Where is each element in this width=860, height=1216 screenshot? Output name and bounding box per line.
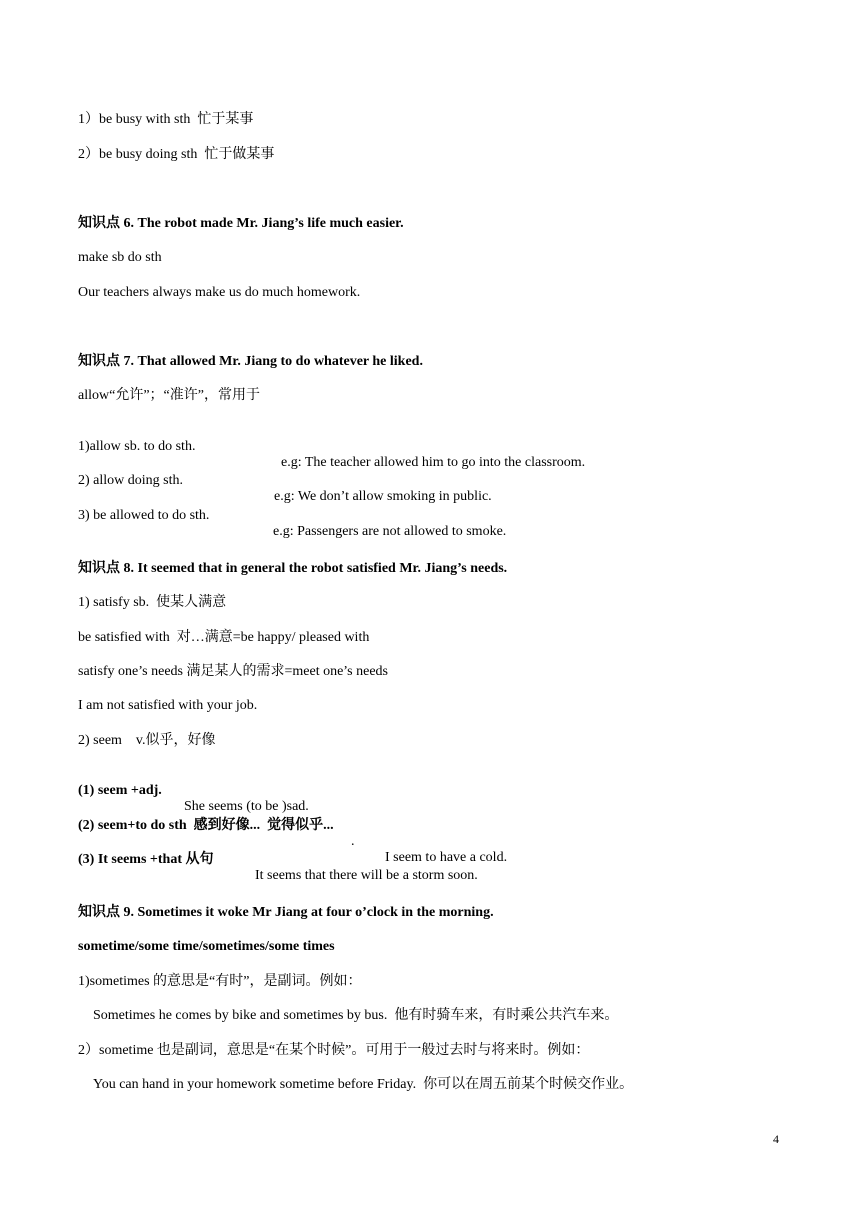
usage-pattern: 3) be allowed to do sth. (78, 508, 210, 523)
text-line-satisfy-needs: satisfy one’s needs 满足某人的需求=meet one’s needs (78, 664, 389, 679)
example-sentence-job: I am not satisfied with your job. (78, 698, 258, 713)
text-line-busy-doing: 2）be busy doing sth 忙于做某事 (78, 147, 275, 162)
section-heading-6: 知识点 6. The robot made Mr. Jiang’s life much easier. (78, 216, 404, 231)
usage-pattern: (3) It seems +that 从句 (78, 852, 214, 867)
usage-example: I seem to have a cold. (385, 850, 508, 865)
text-line-satisfied-with: be satisfied with 对…满意=be happy/ pleased with (78, 630, 370, 645)
text-line-sometimes-meaning: 1)sometimes 的意思是“有时”，是副词。例如： (78, 974, 362, 989)
text-line-allow-meaning: allow“允许”；“准许”，常用于 (78, 388, 260, 403)
page-number: 4 (773, 1132, 779, 1146)
usage-pattern: (1) seem +adj. (78, 783, 162, 798)
usage-example: It seems that there will be a storm soon. (255, 868, 478, 883)
section-heading-8: 知识点 8. It seemed that in general the robot satisfied Mr. Jiang’s needs. (78, 561, 508, 576)
example-sentence-hand-in: You can hand in your homework sometime before Friday. 你可以在周五前某个时候交作业。 (93, 1077, 634, 1092)
text-line-sometime-meaning: 2）sometime 也是副词，意思是“在某个时候”。可用于一般过去时与将来时。例如： (78, 1043, 590, 1058)
section-heading-9: 知识点 9. Sometimes it woke Mr Jiang at four o’clock in the morning. (78, 905, 494, 920)
usage-example: She seems (to be )sad. (184, 799, 309, 814)
example-sentence-homework: Our teachers always make us do much homework. (78, 285, 361, 300)
text-line-seem: 2) seem v.似乎，好像 (78, 733, 216, 748)
text-line-make-sb: make sb do sth (78, 250, 162, 265)
example-sentence-bike-bus: Sometimes he comes by bike and sometimes by bus. 他有时骑车来，有时乘公共汽车来。 (93, 1008, 619, 1023)
usage-pattern: 1)allow sb. to do sth. (78, 439, 196, 454)
section-heading-7: 知识点 7. That allowed Mr. Jiang to do whatever he liked. (78, 354, 423, 369)
usage-pattern-period: . (351, 834, 355, 849)
usage-pattern: 2) allow doing sth. (78, 473, 183, 488)
text-line-busy-with: 1）be busy with sth 忙于某事 (78, 112, 254, 127)
usage-pattern: (2) seem+to do sth 感到好像... 觉得似乎... (78, 818, 334, 833)
subheading-sometime-forms: sometime/some time/sometimes/some times (78, 939, 335, 954)
usage-example: e.g: The teacher allowed him to go into the classroom. (281, 455, 586, 470)
usage-example: e.g: We don’t allow smoking in public. (274, 489, 492, 504)
usage-example: e.g: Passengers are not allowed to smoke. (273, 524, 507, 539)
text-line-satisfy-sb: 1) satisfy sb. 使某人满意 (78, 595, 227, 610)
